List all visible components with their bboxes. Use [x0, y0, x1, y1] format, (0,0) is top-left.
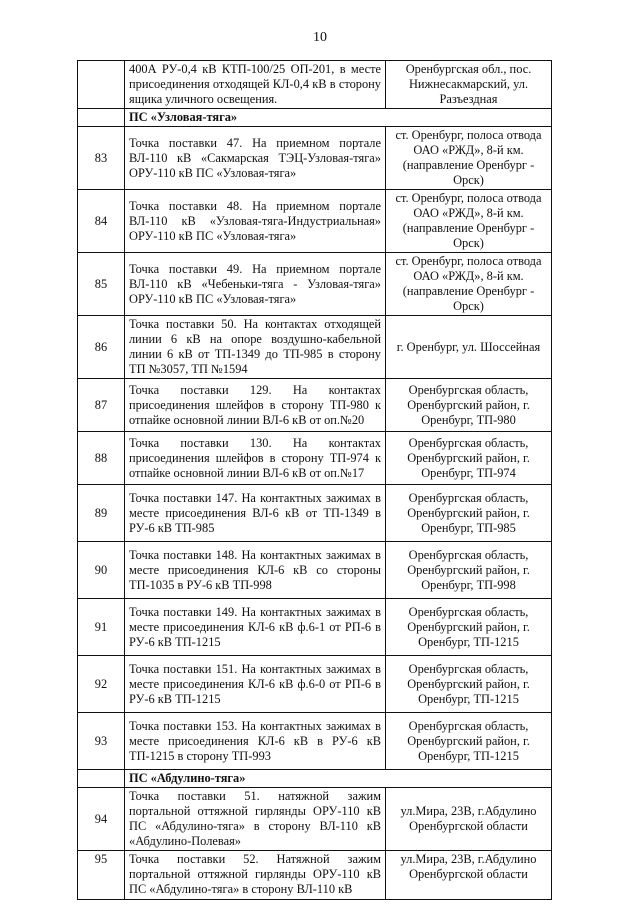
- row-number: 94: [78, 788, 125, 851]
- row-description: Точка поставки 153. На контактных зажимах в месте присоединения КЛ-6 кВ в РУ-6 кВ ТП-1215 в сторону ТП-993: [125, 713, 386, 770]
- row-description: Точка поставки 129. На контактах присоединения шлейфов в сторону ТП-980 к отпайке основной линии ВЛ-6 кВ от оп.№20: [125, 379, 386, 432]
- row-location: Оренбургская область, Оренбургский район, г. Оренбург, ТП-985: [386, 485, 552, 542]
- row-location: Оренбургская область, Оренбургский район, г. Оренбург, ТП-1215: [386, 599, 552, 656]
- row-number: 84: [78, 190, 125, 253]
- section-title: ПС «Узловая-тяга»: [125, 109, 552, 127]
- row-description: Точка поставки 130. На контактах присоединения шлейфов в сторону ТП-974 к отпайке основной линии ВЛ-6 кВ от оп.№17: [125, 432, 386, 485]
- row-description: Точка поставки 147. На контактных зажимах в месте присоединения ВЛ-6 кВ от ТП-1349 в РУ-6 кВ ТП-985: [125, 485, 386, 542]
- table-row: [78, 485, 552, 542]
- delivery-points-table: [77, 60, 552, 900]
- row-number: 92: [78, 656, 125, 713]
- row-number: 88: [78, 432, 125, 485]
- table-row: [78, 599, 552, 656]
- section-row: [78, 109, 552, 127]
- row-number: 90: [78, 542, 125, 599]
- row-number: 87: [78, 379, 125, 432]
- table-row: [78, 432, 552, 485]
- row-number: 93: [78, 713, 125, 770]
- table-row: [78, 190, 552, 253]
- section-title: ПС «Абдулино-тяга»: [125, 770, 552, 788]
- table-row: [78, 61, 552, 109]
- section-row: [78, 770, 552, 788]
- row-description: Точка поставки 149. На контактных зажимах в месте присоединения КЛ-6 кВ ф.6-1 от РП-6 в РУ-6 кВ ТП-1215: [125, 599, 386, 656]
- row-number: 85: [78, 253, 125, 316]
- row-description: Точка поставки 151. На контактных зажимах в месте присоединения КЛ-6 кВ ф.6-0 от РП-6 в РУ-6 кВ ТП-1215: [125, 656, 386, 713]
- table-row: [78, 851, 552, 900]
- row-location: Оренбургская область, Оренбургский район, г. Оренбург, ТП-998: [386, 542, 552, 599]
- table-row: [78, 542, 552, 599]
- row-description: Точка поставки 52. Натяжной зажим портальной оттяжной гирлянды ОРУ-110 кВ ПС «Абдулино-тяга» в сторону ВЛ-110 кВ: [125, 851, 386, 900]
- row-location: ул.Мира, 23В, г.Абдулино Оренбургской области: [386, 788, 552, 851]
- row-location: Оренбургская область, Оренбургский район, г. Оренбург, ТП-974: [386, 432, 552, 485]
- row-location: Оренбургская обл., пос. Нижнесакмарский, ул. Разъездная: [386, 61, 552, 109]
- row-number: 91: [78, 599, 125, 656]
- table-row: [78, 316, 552, 379]
- table-row: [78, 713, 552, 770]
- row-description: Точка поставки 47. На приемном портале ВЛ-110 кВ «Сакмарская ТЭЦ-Узловая-тяга» ОРУ-110 кВ ПС «Узловая-тяга»: [125, 127, 386, 190]
- row-location: ст. Оренбург, полоса отвода ОАО «РЖД», 8-й км. (направление Оренбург - Орск): [386, 127, 552, 190]
- row-location: ст. Оренбург, полоса отвода ОАО «РЖД», 8-й км. (направление Оренбург - Орск): [386, 253, 552, 316]
- row-number: 95: [78, 851, 125, 900]
- page-number: 10: [313, 30, 327, 45]
- row-description: 400А РУ-0,4 кВ КТП-100/25 ОП-201, в месте присоединения отходящей КЛ-0,4 кВ в сторону ящика уличного освещения.: [125, 61, 386, 109]
- table-row: [78, 127, 552, 190]
- table-row: [78, 379, 552, 432]
- row-location: Оренбургская область, Оренбургский район, г. Оренбург, ТП-1215: [386, 656, 552, 713]
- row-description: Точка поставки 50. На контактах отходящей линии 6 кВ на опоре воздушно-кабельной линии 6 кВ от ТП-1349 до ТП-985 в сторону ТП №3057, ТП №1594: [125, 316, 386, 379]
- row-number: [78, 61, 125, 109]
- row-location: Оренбургская область, Оренбургский район, г. Оренбург, ТП-980: [386, 379, 552, 432]
- row-number: 89: [78, 485, 125, 542]
- row-description: Точка поставки 48. На приемном портале ВЛ-110 кВ «Узловая-тяга-Индустриальная» ОРУ-110 кВ ПС «Узловая-тяга»: [125, 190, 386, 253]
- section-number-cell: [78, 770, 125, 788]
- row-location: ул.Мира, 23В, г.Абдулино Оренбургской области: [386, 851, 552, 900]
- row-description: Точка поставки 148. На контактных зажимах в месте присоединения КЛ-6 кВ со стороны ТП-1035 в РУ-6 кВ ТП-998: [125, 542, 386, 599]
- table-row: [78, 788, 552, 851]
- table-row: [78, 656, 552, 713]
- row-location: Оренбургская область, Оренбургский район, г. Оренбург, ТП-1215: [386, 713, 552, 770]
- row-description: Точка поставки 51. натяжной зажим портальной оттяжной гирлянды ОРУ-110 кВ ПС «Абдулино-тяга» в сторону ВЛ-110 кВ «Абдулино-Полевая»: [125, 788, 386, 851]
- row-location: г. Оренбург, ул. Шоссейная: [386, 316, 552, 379]
- row-location: ст. Оренбург, полоса отвода ОАО «РЖД», 8-й км. (направление Оренбург - Орск): [386, 190, 552, 253]
- section-number-cell: [78, 109, 125, 127]
- table-row: [78, 253, 552, 316]
- row-number: 86: [78, 316, 125, 379]
- row-description: Точка поставки 49. На приемном портале ВЛ-110 кВ «Чебеньки-тяга - Узловая-тяга» ОРУ-110 кВ ПС «Узловая-тяга»: [125, 253, 386, 316]
- row-number: 83: [78, 127, 125, 190]
